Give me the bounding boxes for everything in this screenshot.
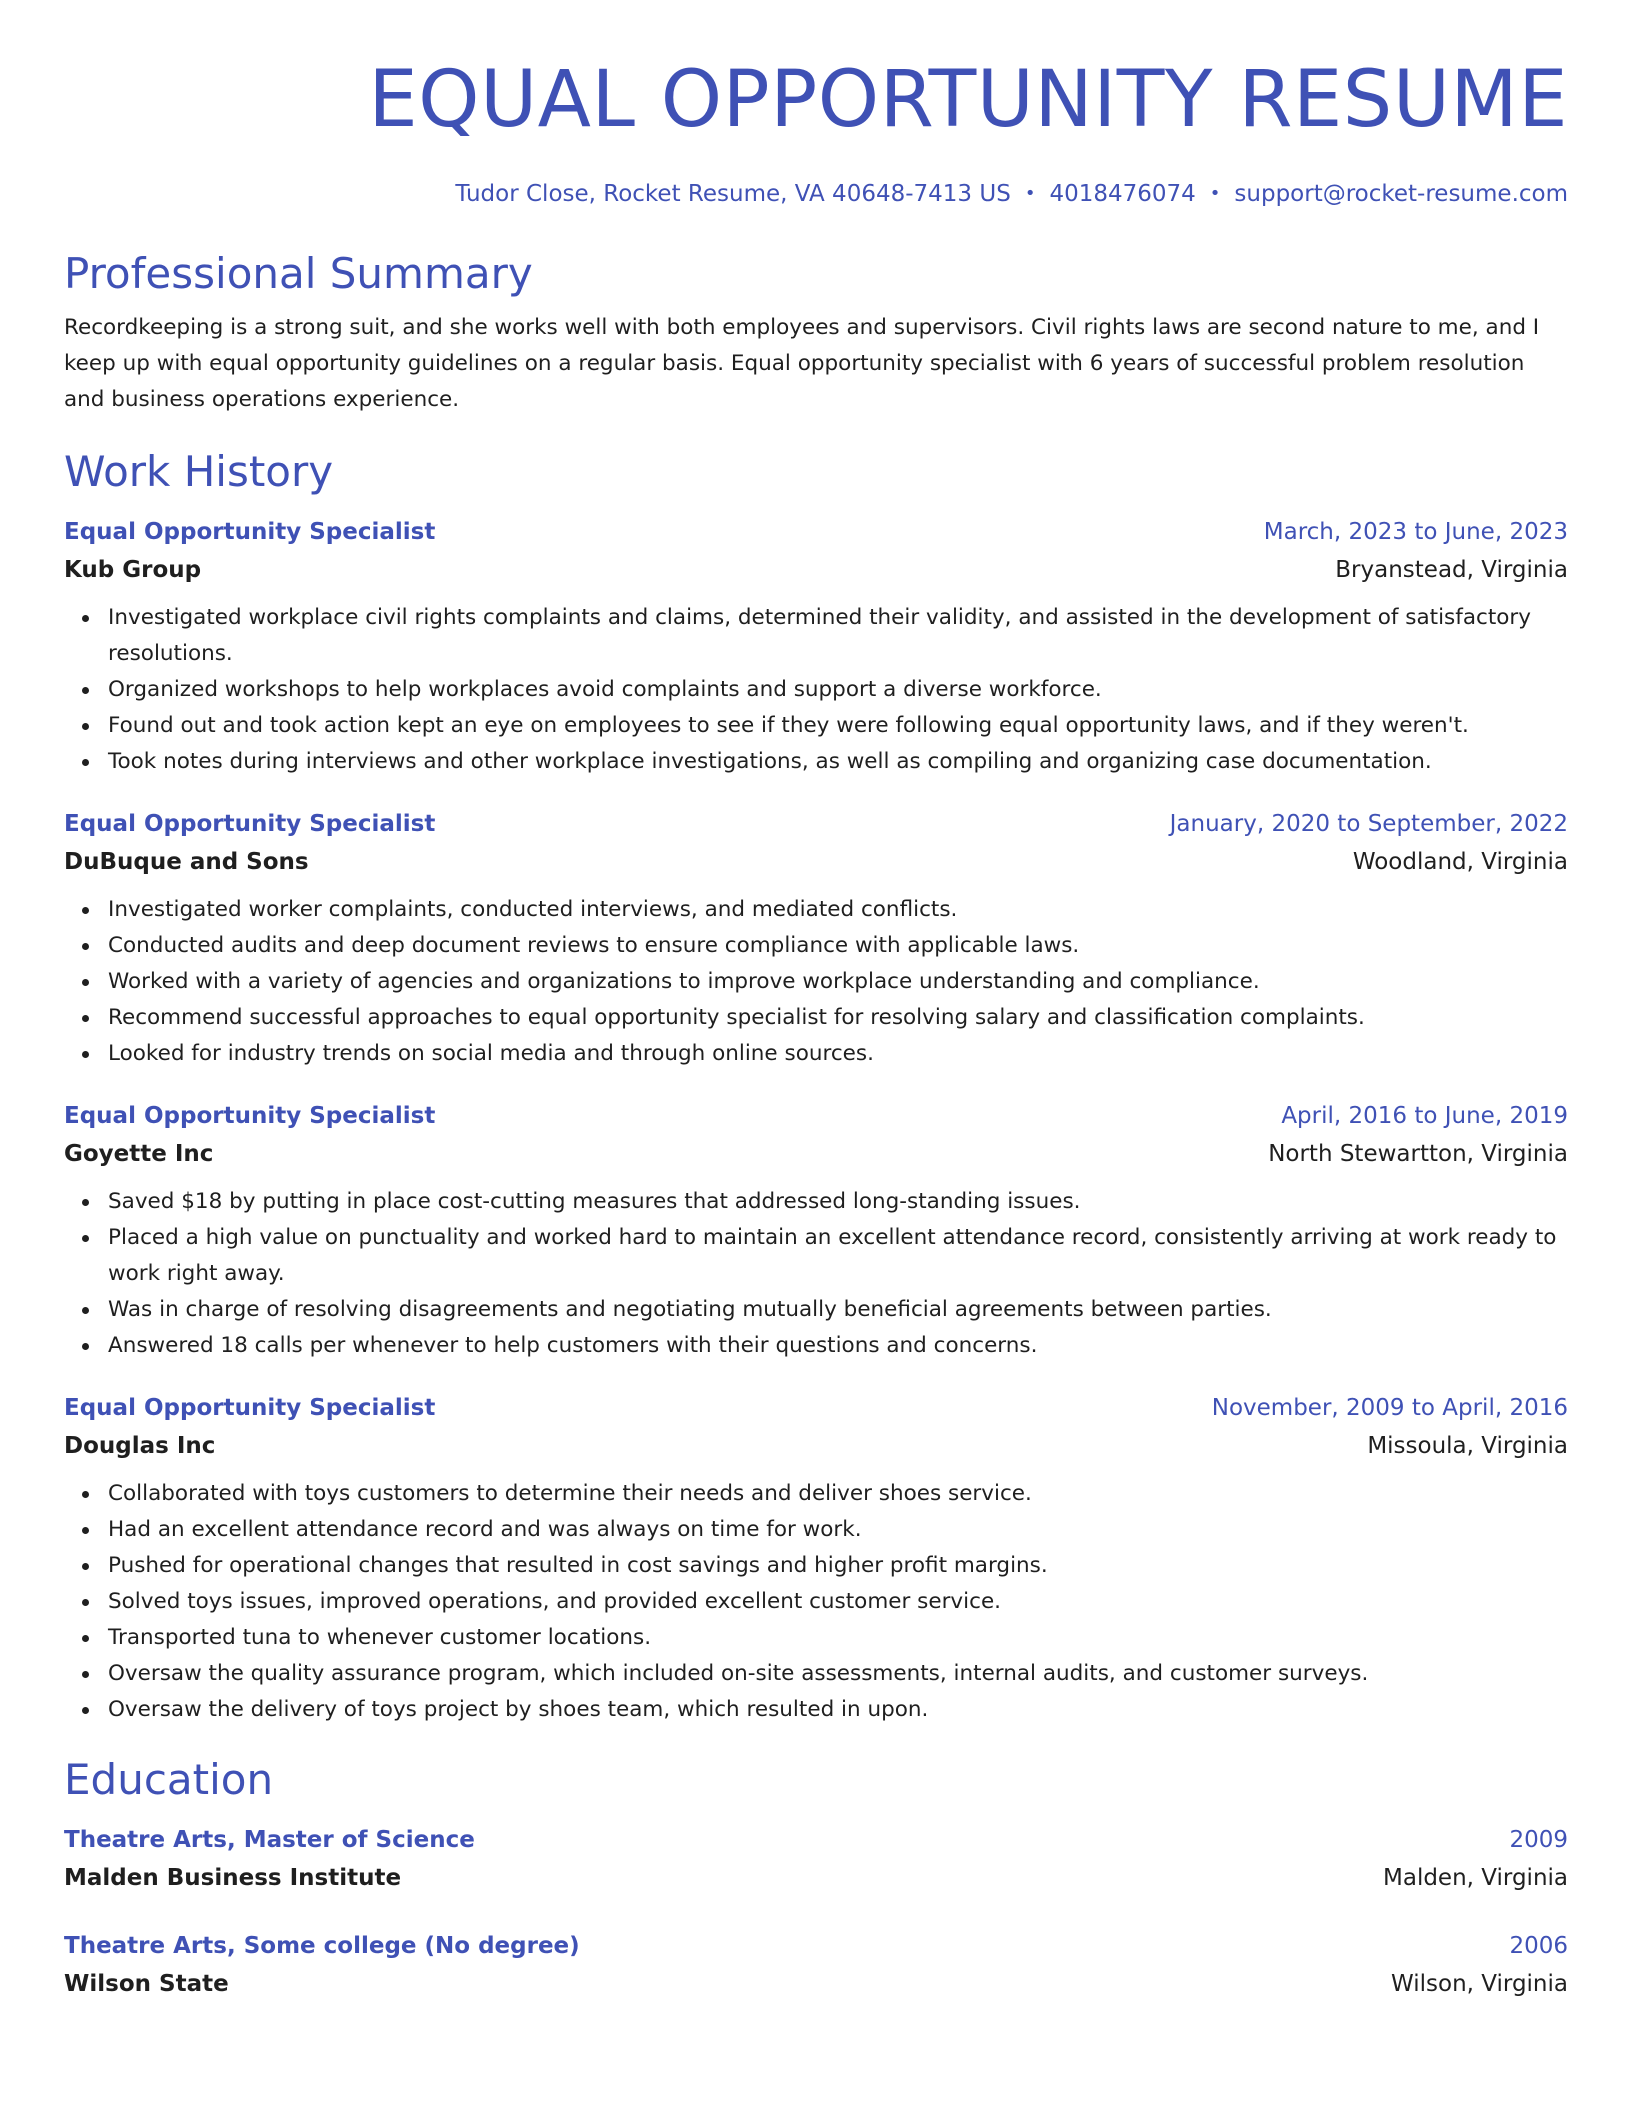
candidate-name: EQUAL OPPORTUNITY RESUME (368, 55, 1568, 145)
education-school: Malden Business Institute (64, 1865, 402, 1891)
job-bullet: Collaborated with toys customers to determine their needs and deliver shoes service. (108, 1476, 1568, 1512)
contact-phone[interactable]: 4018476074 (1049, 181, 1196, 207)
job-bullet: Placed a high value on punctuality and worked hard to maintain an excellent attendance record, consistently arriving at work ready to work right away. (108, 1220, 1568, 1292)
job-company: DuBuque and Sons (64, 849, 309, 875)
job-title: Equal Opportunity Specialist (64, 1395, 436, 1421)
education-header-row (64, 1822, 1568, 1858)
section-title-summary: Professional Summary (64, 249, 533, 298)
job-entry (64, 1390, 1568, 1728)
education-entry (64, 1928, 1568, 2004)
job-bullet: Found out and took action kept an eye on employees to see if they were following equal opportunity laws, and if they weren't. (108, 708, 1568, 744)
job-dates: January, 2020 to September, 2022 (1169, 811, 1568, 837)
contact-separator: • (1024, 183, 1036, 204)
summary-text: Recordkeeping is a strong suit, and she works well with both employees and supervisors. Civil rights laws are second nature to me, and I keep up with equal opportunity guidelines on a regular basis. Equal opportunity specialist with 6 years of successful problem resolution and business operations experience. (64, 315, 1540, 412)
job-bullet: Saved $18 by putting in place cost-cutting measures that addressed long-standing issues. (108, 1184, 1568, 1220)
education-degree: Theatre Arts, Some college (No degree) (64, 1933, 580, 1959)
job-bullet: Worked with a variety of agencies and organizations to improve workplace understanding and compliance. (108, 964, 1568, 1000)
contact-email[interactable]: support@rocket-resume.com (1234, 181, 1568, 207)
job-entry (64, 514, 1568, 780)
job-location: North Stewartton, Virginia (1268, 1141, 1568, 1167)
job-bullet: Oversaw the delivery of toys project by shoes team, which resulted in upon. (108, 1692, 1568, 1728)
education-entry (64, 1822, 1568, 1898)
job-company: Goyette Inc (64, 1141, 214, 1167)
section-title-work-history: Work History (64, 447, 334, 496)
contact-address: Tudor Close, Rocket Resume, VA 40648-7413 US (455, 181, 1011, 207)
education-school-row (64, 1858, 1568, 1898)
job-bullet: Answered 18 calls per whenever to help customers with their questions and concerns. (108, 1328, 1568, 1364)
job-bullet: Organized workshops to help workplaces avoid complaints and support a diverse workforce. (108, 672, 1568, 708)
job-header-row (64, 514, 1568, 550)
job-bullet: Pushed for operational changes that resulted in cost savings and higher profit margins. (108, 1548, 1568, 1584)
resume-header (64, 0, 1568, 210)
education-location: Wilson, Virginia (1391, 1971, 1568, 1997)
job-title: Equal Opportunity Specialist (64, 1103, 436, 1129)
job-header-row (64, 806, 1568, 842)
job-location: Woodland, Virginia (1352, 849, 1568, 875)
job-company-row (64, 842, 1568, 882)
job-bullet: Investigated worker complaints, conducted interviews, and mediated conflicts. (108, 892, 1568, 928)
job-company-row (64, 550, 1568, 590)
job-location: Bryanstead, Virginia (1335, 557, 1568, 583)
section-title-education: Education (64, 1755, 274, 1804)
job-title: Equal Opportunity Specialist (64, 811, 436, 837)
job-entry (64, 806, 1568, 1072)
education-location: Malden, Virginia (1383, 1865, 1568, 1891)
job-header-row (64, 1390, 1568, 1426)
work-history-section (64, 444, 1568, 1728)
education-degree: Theatre Arts, Master of Science (64, 1827, 475, 1853)
job-bullet: Was in charge of resolving disagreements and negotiating mutually beneficial agreements between parties. (108, 1292, 1568, 1328)
job-bullet: Transported tuna to whenever customer locations. (108, 1620, 1568, 1656)
job-header-row (64, 1098, 1568, 1134)
education-school: Wilson State (64, 1971, 229, 1997)
job-company-row (64, 1134, 1568, 1174)
job-location: Missoula, Virginia (1367, 1433, 1568, 1459)
job-company: Kub Group (64, 557, 202, 583)
job-bullet: Had an excellent attendance record and was always on time for work. (108, 1512, 1568, 1548)
education-year: 2006 (1509, 1933, 1568, 1959)
job-bullet: Solved toys issues, improved operations, and provided excellent customer service. (108, 1584, 1568, 1620)
contact-line (64, 178, 1568, 210)
job-dates: November, 2009 to April, 2016 (1211, 1395, 1568, 1421)
job-bullets (64, 600, 1568, 780)
education-section (64, 1752, 1568, 2004)
job-dates: April, 2016 to June, 2019 (1281, 1103, 1568, 1129)
job-bullet: Investigated workplace civil rights complaints and claims, determined their validity, and assisted in the development of satisfactory resolutions. (108, 600, 1568, 672)
education-header-row (64, 1928, 1568, 1964)
job-company-row (64, 1426, 1568, 1466)
education-year: 2009 (1509, 1827, 1568, 1853)
job-bullets (64, 1476, 1568, 1728)
job-bullet: Recommend successful approaches to equal opportunity specialist for resolving salary and classification complaints. (108, 1000, 1568, 1036)
job-bullet: Looked for industry trends on social media and through online sources. (108, 1036, 1568, 1072)
job-dates: March, 2023 to June, 2023 (1263, 519, 1568, 545)
education-school-row (64, 1964, 1568, 2004)
job-bullets (64, 892, 1568, 1072)
contact-separator: • (1209, 183, 1221, 204)
job-company: Douglas Inc (64, 1433, 216, 1459)
job-bullets (64, 1184, 1568, 1364)
job-bullet: Took notes during interviews and other workplace investigations, as well as compiling and organizing case documentation. (108, 744, 1568, 780)
job-entry (64, 1098, 1568, 1364)
job-bullet: Conducted audits and deep document reviews to ensure compliance with applicable laws. (108, 928, 1568, 964)
job-title: Equal Opportunity Specialist (64, 519, 436, 545)
summary-section (64, 246, 1568, 418)
job-bullet: Oversaw the quality assurance program, which included on-site assessments, internal audits, and customer surveys. (108, 1656, 1568, 1692)
